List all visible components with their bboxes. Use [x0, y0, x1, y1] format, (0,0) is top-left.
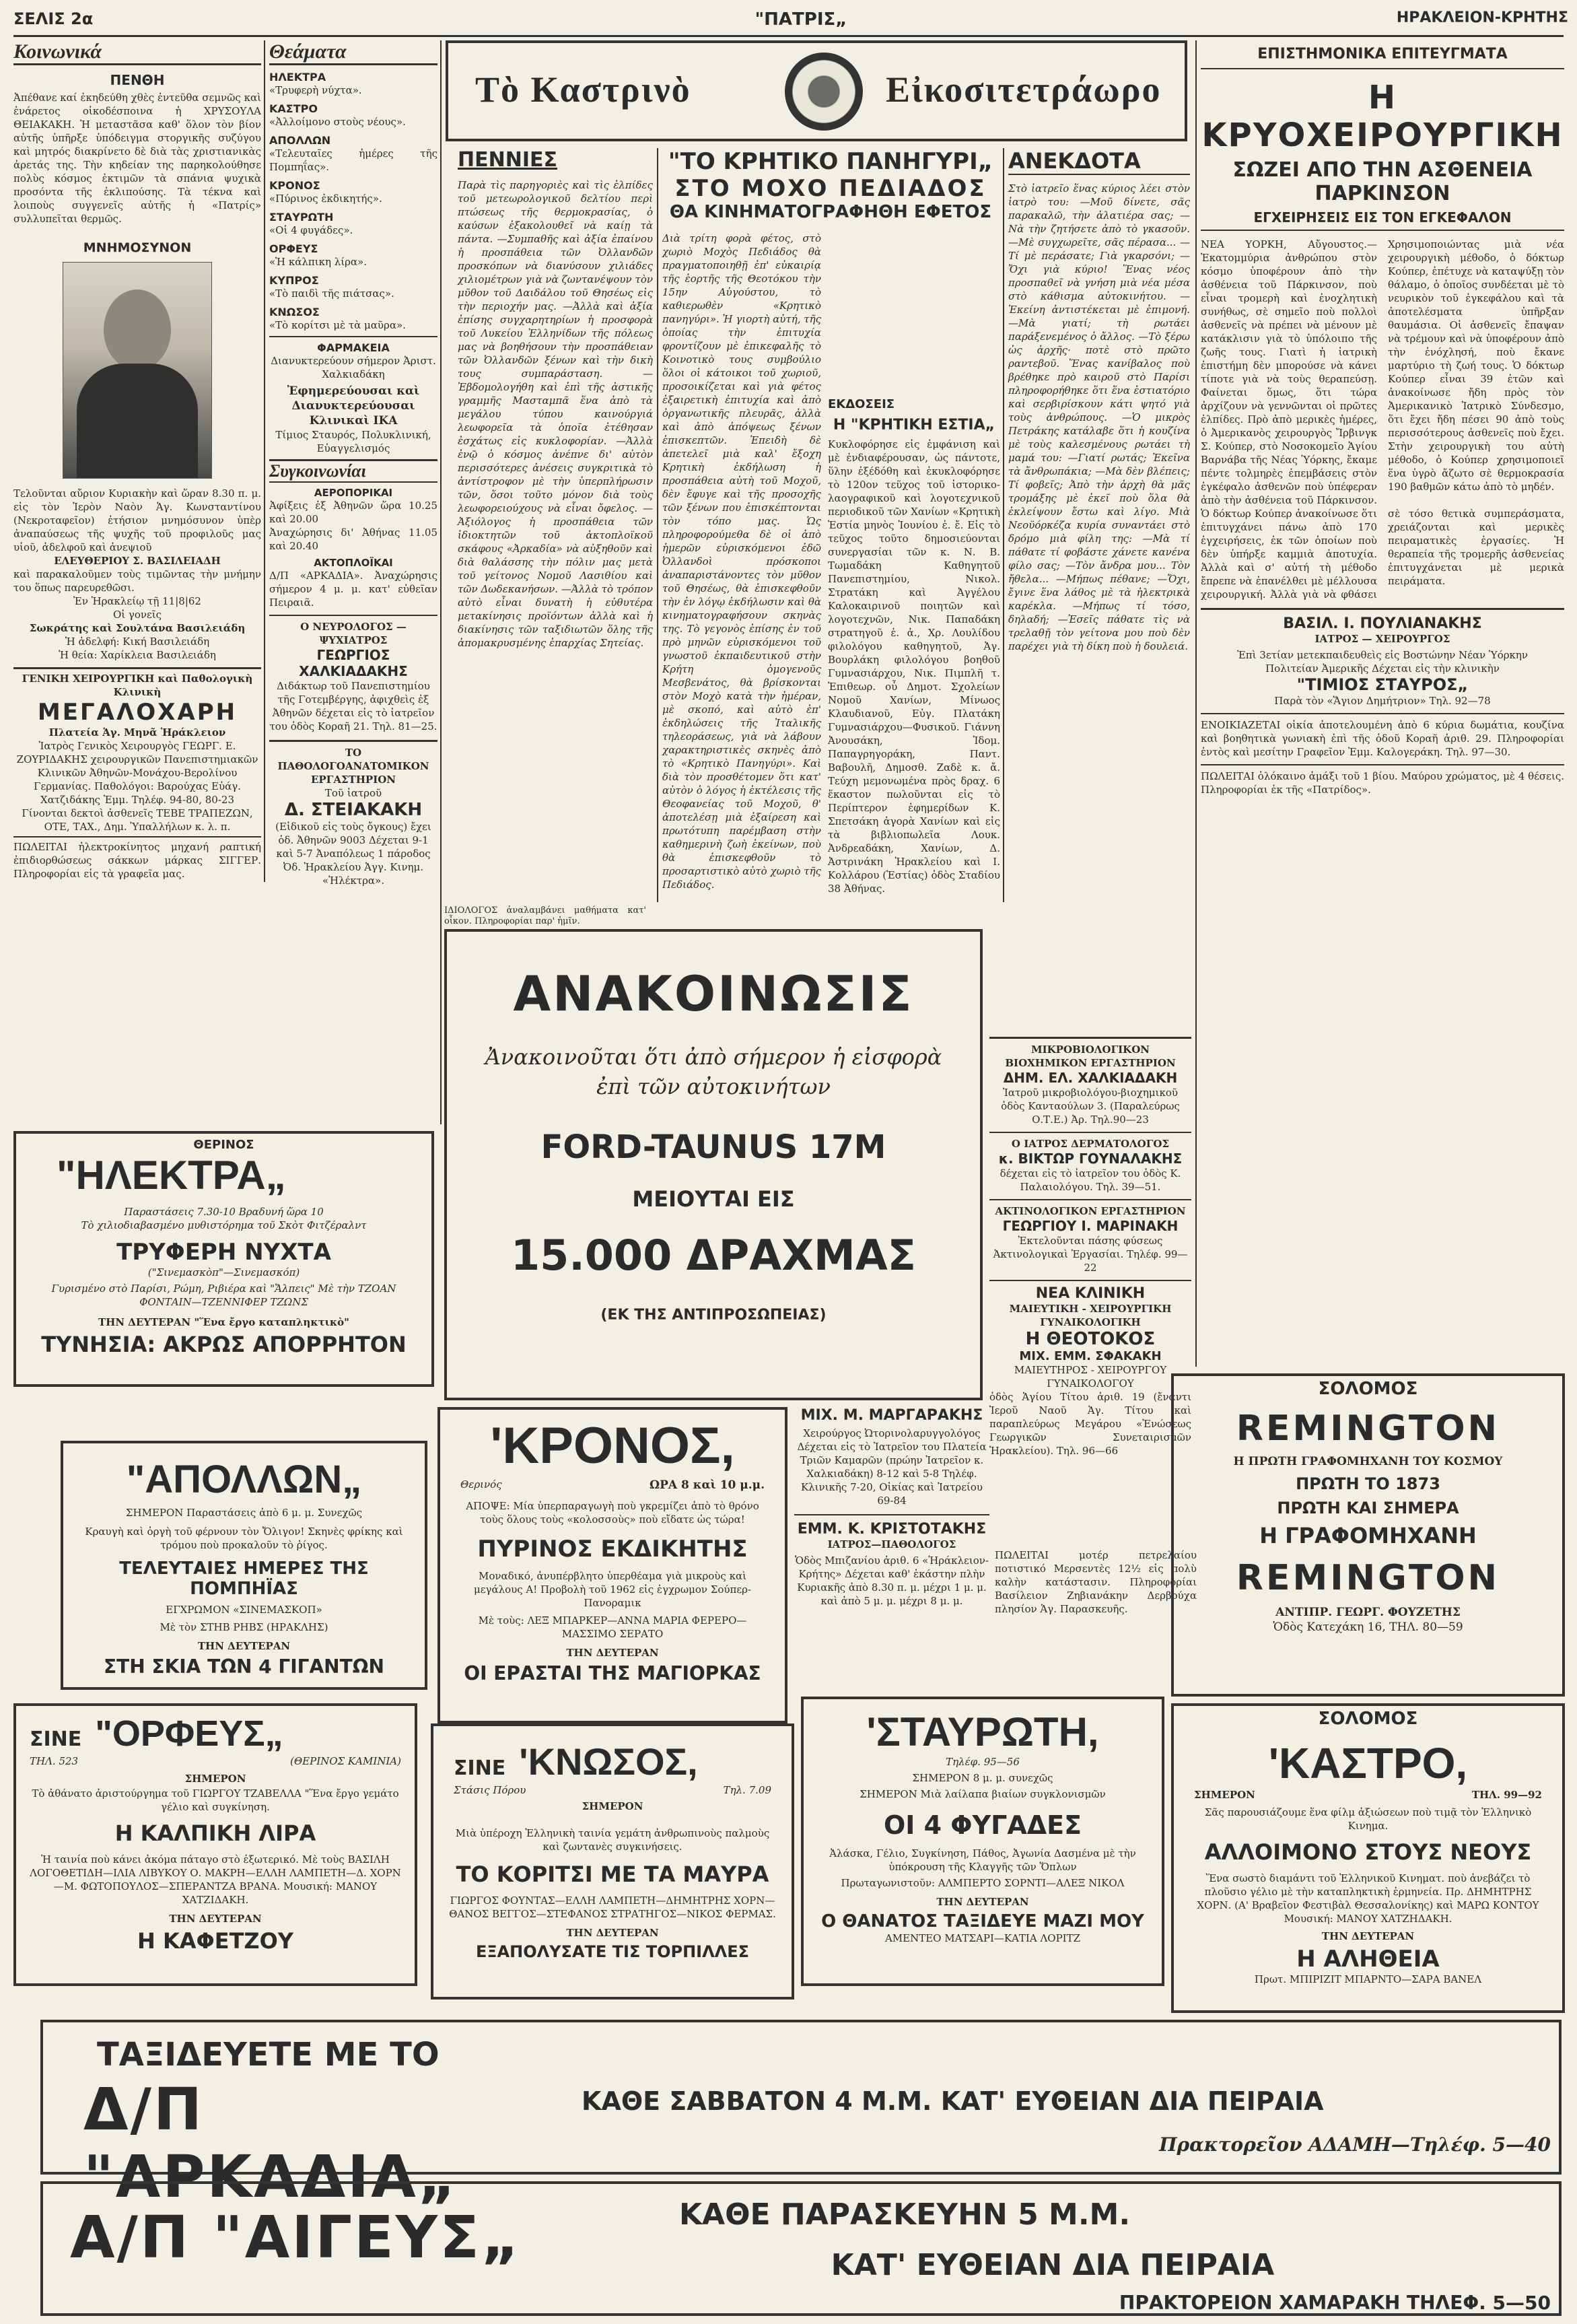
- remington-solomos: ΣΟΛΟΜΟΣ: [1318, 1379, 1418, 1399]
- theotokos-doctor: ΜΙΧ. ΕΜΜ. ΣΦΑΚΑΚΗ: [1019, 1349, 1162, 1363]
- memorial-text-2: καὶ παρακαλοῦμεν τοὺς τιμῶντας τὴν μνήμην του ὅπως παρευρεθῶσι.: [13, 568, 261, 594]
- poulianakis-sub: ΙΑΤΡΟΣ — ΧΕΙΡΟΥΡΓΟΣ: [1315, 633, 1450, 645]
- remington-ad: [1171, 1373, 1565, 1697]
- stavroti-time: ΣΗΜΕΡΟΝ 8 μ. μ. συνεχῶς: [912, 1772, 1053, 1784]
- theater-film: «Ἀλλοίμονο στοὺς νέους».: [269, 116, 406, 128]
- kronos-next-film: ΟΙ ΕΡΑΣΤΑΙ ΤΗΣ ΜΑΓΙΟΡΚΑΣ: [464, 1662, 761, 1684]
- neurologist-name: ΓΕΩΡΓΙΟΣ ΧΑΛΚΙΑΔΑΚΗΣ: [299, 647, 408, 679]
- science-article: [1201, 40, 1564, 1367]
- neurologist-text: Διδάκτωρ τοῦ Πανεπιστημίου τῆς Γοτεμβέργης, ἀφιχθεὶς ἐξ Ἀθηνῶν δέχεται εἰς τὸ ἰατρεῖον του ὁδὸς Κοραῆ 21. Τηλ. 81—25.: [269, 680, 437, 732]
- clinic-address: Πλατεία Ἁγ. Μηνᾶ Ἡράκλειον: [48, 726, 226, 739]
- science-text: ΝΕΑ ΥΟΡΚΗ, Αὔγουστος.—Ἑκατομμύρια ἀνθρώπου στὸν κόσμο ὑποφέρουν ἀπὸ τὴν ἀσθένεια τοῦ Πάρκινσον, ποὺ εἶναι τρομερὴ καὶ ἐνοχλητικὴ συνήθως, σὲ σημεῖο ποὺ πολλοὶ ἀσθενεῖς νὰ πρέπει νὰ μένουν μὲ κατάκλισιν γιὰ τὸ ὑπόλοιπο τῆς ζωῆς τους. Γιατὶ ἡ ἰατρικὴ ἐπιστήμη δὲν μπορούσε νὰ κάνει τίποτε γιὰ νὰ τοὺς θεραπεύσῃ. Φαίνεται ὅμως, ὅτι τώρα ἀρχίζουν νὰ γεννῶνται οἱ πρῶτες ἐλπίδες. Πρὸ ἀπὸ μερικὲς ἡμέρες, ὁ Ἀμερικανὸς χειρουργὸς Ἴρβινγκ Σ. Κούπερ, στὸ Νοσοκομεῖο Ἁγίου Βαρνάβα τῆς Νέας Ὑόρκης, ἔκαμε πέντε τολμηρὲς ἐπεμβάσεις στὸν ἐγκέφαλο ἀσθενῶν ποὺ ὑπέφεραν ἀπὸ τὴν ἀσθένεια τοῦ Πάρκινσον. Χρησιμοποιώντας μιὰ νέα χειρουργικὴ μέθοδο, ὁ δόκτωρ Κούπερ, ἐπέτυχε νὰ καταψύξῃ τὸν θάλαμο, ὁ ὁποῖος συνδέεται μὲ τὸ νευρικὸν τοῦ ἐγκεφάλου καὶ τὰ ἀποτελέσματα ὑπῆρξαν θαυμάσια. Οἱ ἀσθενεῖς ἔπαψαν νὰ τρέμουν καὶ νὰ ὑποφέρουν ἀπὸ τὴν ἐνόχλησή, ποὺ ἔκανε μαρτύριο τὴ ζωή τους. Ὁ δόκτωρ Κούπερ εἶναι 39 ἐτῶν καὶ ἀνακοίνωσε ἤδη πρὸς τὸν Ἀμερικανικὸ Ἰατρικὸ Σύνδεσμο, ὅτι ἔχει ἤδη πέσει 90 ἀπὸ τοὺς περισσότερους ἀσθενεῖς ποὺ ἔχει. Στὴν χειρουργικὴ του αὐτὴ μέθοδο, ὁ Κούπερ χρησιμοποιεῖ ἕνα ὑγρὸ ἄζωτο σὲ θερμοκρασία 190 βαθμῶν κάτω ἀπὸ τὸ μηδέν.: [1201, 238, 1564, 506]
- memorial-sign-4: Ἡ θεία: Χαρίκλεια Βασιλειάδη: [59, 649, 216, 661]
- knossos-phone: Τηλ. 7.09: [723, 1784, 771, 1796]
- aigeus-schedule-2: ΚΑΤ' ΕΥΘΕΙΑΝ ΔΙΑ ΠΕΙΡΑΙΑ: [831, 2248, 1275, 2282]
- pennies-text: Παρὰ τὶς παρηγοριὲς καὶ τὶς ἐλπίδες τοῦ μετεωρολογικοῦ δελτίου περὶ πτώσεως τῆς θερμοκρασίας, ὁ καύσων ἐξακολουθεῖ νὰ καίῃ τὰ πάντα. —Συμπαθῆς καὶ ἀξία ἐπαίνου ἡ προσπάθεια τῶν Ὀλλανδῶν προσκόπων νὰ διανύσουν χιλιάδες χιλιομέτρων γιὰ νὰ ζωντανέψουν τὸν μῦθον τοῦ Δαιδάλου τοῦ Θησέως εἰς τὴν περιοχήν μας. —Ἀλλὰ καὶ ἀξία ἐπίσης συγχαρητηρίων ἡ προσφορὰ τοῦ Λυκείου Ἑλληνίδων τῆς πόλεως μας νὰ βοηθήσουν τὴν προσπάθειαν τῶν Ὀλλανδῶν ξένων καὶ τὴν δικὴ τους συμπαράσταση. —Ἐβδομολογήθη καὶ ἐπὶ τῆς ἀστικῆς γραμμῆς Μασταμπᾶ ἕνα ἀπὸ τὰ μεγάλου τύπου καινούργιά λεωφορεῖα τὰ ὁποῖα ἐτέθησαν ἐσχάτως εἰς κυκλοφορίαν. —Ἀλλὰ ἐνῷ ὁ κόσμος ἀνέπνε δι' αὐτὸν περισσότερες ἀνέσεις συγκριτικὰ τὸ ἀντίστροφον μὲ τὴν ὑπερπλήρωσιν τῶν, ὅσοι τοῦτο μόνον διὰ τοὺς λεωφορειούχους νὰ εἶναι ὄφελος. —Ἀξιόλογος ἡ προσπάθεια τῶν ἰδιοκτητῶν τοῦ ἀκτοπλοϊκοῦ σκάφους «Ἀρκαδία» νὰ αὐξηθοῦν καὶ διὰ θαλάσσης τὴν πόλιν μας μετὰ τοῦ γείτονος Νομοῦ Λασιθίου καὶ τῶν Δωδεκανήσων. —Ἀλλὰ τὸ τρόπον αὐτὸ εἶναι δυνατὴ ἡ εὐθυτέρα μετακίνησις προϊόντων ἀλλὰ καὶ ἡ διακίνησις τῶν ταξιδιωτῶν ὅλης τῆς ἀπομακρυσμένης ἐπαρχίας Σητείας.: [458, 179, 653, 649]
- arkadia-travel: ΤΑΞΙΔΕΥΕΤΕ ΜΕ ΤΟ: [97, 2036, 440, 2074]
- stavroti-stars: Πρωταγωνιστοῦν: ΑΛΜΠΕΡΤΟ ΣΟΡΝΤΙ—ΑΛΕΞ ΝΙΚΟΛ: [841, 1877, 1125, 1889]
- clinic-heading: ΓΕΝΙΚΗ ΧΕΙΡΟΥΡΓΙΚΗ καὶ Παθολογικὴ Κλινικὴ: [22, 673, 253, 698]
- science-text-2: Ὁ δόκτωρ Κούπερ ἀνακοίνωσε ὅτι ἐπιτυγχάνει πάνω ἀπὸ 170 ἐγχειρήσεις, ἐκ τῶν ὁποίων ποὺ δὲν ὑπήρξε καμμιὰ ἀποτυχία. Ἀλλὰ καὶ σ' αὐτή τὴ μέθοδο ἔπρεπε νὰ ἐπανέλθει μὲ μέλλουσα χειρουργική. Ἀλλὰ γιὰ νὰ φθάσει σὲ τόσο θετικὰ συμπεράσματα, χρειάζονται καὶ μερικὲς πειραματικὲς ἐργασίες. Ἡ θεραπεία τῆς τρομερῆς ἀσθενείας ἐπιτυγχάνεται μὲ μερικὰ πειράματα.: [1201, 508, 1564, 601]
- timios-text: Παρὰ τὸν «Ἅγιον Δημήτριον» Τηλ. 92—78: [1274, 695, 1491, 707]
- stavroti-phone: Τηλέφ. 95—56: [946, 1756, 1020, 1768]
- kastro-cinema: [1171, 1703, 1565, 2013]
- ship-title: ΑΚΤΟΠΛΟΪΚΑΙ: [314, 557, 393, 569]
- ilektra-text-1: Παραστάσεις 7.30-10 Βραδυνή ὥρα 10: [124, 1206, 324, 1218]
- orfeus-next: ΤΗΝ ΔΕΥΤΕΡΑΝ: [169, 1913, 262, 1925]
- orfeus-sine: ΣΙΝΕ: [30, 1728, 82, 1751]
- theater-film: «Πύρινος ἐκδικητής».: [269, 193, 382, 205]
- pennies-title: ΠΕΝΝΙΕΣ: [458, 148, 557, 172]
- pennies-column: [458, 148, 653, 902]
- festival-title-1: "ΤΟ ΚΡΗΤΙΚΟ ΠΑΝΗΓΥΡΙ„: [668, 148, 993, 175]
- pathology-sub: ΕΡΓΑΣΤΗΡΙΟΝ: [310, 774, 396, 786]
- page-number: ΣΕΛΙΣ 2α: [13, 9, 94, 28]
- ford-model: FORD-TAUNUS 17M: [540, 1128, 886, 1166]
- aigeus-agent: ΠΡΑΚΤΟΡΕΙΟΝ ΧΑΜΑΡΑΚΗ ΤΗΛΕΦ. 5—50: [1119, 2292, 1551, 2314]
- ford-price: 15.000 ΔΡΑΧΜΑΣ: [510, 1231, 917, 1280]
- ford-subtitle: Ἀνακοινοῦται ὅτι ἀπὸ σήμερον ἡ εἰσφορὰ ἐπὶ τῶν αὐτοκινήτων: [485, 1044, 942, 1099]
- apollon-film: ΤΕΛΕΥΤΑΙΕΣ ΗΜΕΡΕΣ ΤΗΣ ΠΟΜΠΗΪΑΣ: [119, 1559, 369, 1599]
- dermato-heading: Ο ΙΑΤΡΟΣ ΔΕΡΜΑΤΟΛΟΓΟΣ: [1011, 1138, 1170, 1150]
- theater-film: «Οἱ 4 φυγάδες».: [269, 224, 353, 236]
- remington-text-2: ΠΡΩΤΗ ΤΟ 1873: [1296, 1474, 1440, 1493]
- knossos-next: ΤΗΝ ΔΕΥΤΕΡΑΝ: [566, 1927, 659, 1939]
- kastrino-title-right: Εἰκοσιτετράωρο: [886, 69, 1162, 110]
- remington-name-2: REMINGTON: [1236, 1558, 1500, 1598]
- pathology-name: Δ. ΣΤΕΙΑΚΑΚΗ: [284, 800, 423, 820]
- memorial-sign-3: Ἡ ἀδελφή: Κική Βασιλειάδη: [65, 636, 210, 648]
- clinics-duty-text: Τίμιος Σταυρός, Πολυκλινική, Εὐαγγελισμός: [275, 429, 431, 454]
- arkadia-name: Δ/Π "ΑΡΚΑΔΙΑ„: [83, 2076, 458, 2211]
- air-title: ΑΕΡΟΠΟΡΙΚΑΙ: [314, 487, 393, 499]
- social-column: [13, 40, 261, 882]
- theater-name: ΚΡΟΝΟΣ: [269, 179, 320, 192]
- pharmacy-text: Διανυκτερεύουν σήμερον Ἀριστ. Χαλκιαδάκη: [271, 355, 436, 380]
- orfeus-film: Η ΚΑΛΠΙΚΗ ΛΙΡΑ: [114, 1820, 316, 1846]
- theater-name: ΟΡΦΕΥΣ: [269, 242, 318, 255]
- theater-name: ΚΑΣΤΡΟ: [269, 102, 318, 115]
- air-arrivals: Ἀφίξεις ἐξ Ἀθηνῶν ὥρα 10.25 καὶ 20.00: [269, 500, 437, 525]
- masthead: "ΠΑΤΡΙΣ„: [755, 9, 847, 30]
- festival-text: Διὰ τρίτη φορὰ φέτος, στὸ χωριὸ Μοχὸς Πεδιάδος θὰ πραγματοποιηθῇ ἐπ' εὐκαιρίᾳ τῆς ἑορτῆς τῆς Θεοτόκου τὴν 15ην Αὐγούστου, τὸ καθιερωθὲν «Κρητικὸ πανηγύρι». Ἡ γιορτὴ αὐτή, τῆς ὁποίας τὴν ἐπιτυχία φροντίζουν μὲ ἐπικεφαλῆς τὸ Κοινοτικὸ τους συμβούλιο ὅλοι οἱ κάτοικοι τοῦ χωριοῦ, προσοικίζεται καὶ γιὰ φέτος ἐξαιρετικὴ ἐπιτυχία καὶ ἀπὸ ὀργανωτικῆς πλευρᾶς, ἀλλὰ καὶ ἀπὸ ἀπόψεως ξένων ἐπισκεπτῶν. Ἐπειδὴ δὲ ἀπετελεῖ μιὰ καλ' ἔξοχη Κρητικὴ ἐκδήλωση ἡ προσπάθεια αὐτὴ τοῦ Μοχοῦ, δὲν ἔφυγε καὶ τῆς προσοχῆς τῶν ξένων που ἐπισκέπτονται τὸν τόπο μας. Ὡς πληροφορούμεθα δὲ οἱ ἀπὸ ἡμερῶν εὑρισκόμενοι ἐδῶ Ὀλλανδοὶ πρόσκοποι ἀναπαριστάνοντες τὸν μῦθον τοῦ Θησέως, θὰ ἐπισκεφθοῦν τὴν ἐν λόγῳ ἐκδήλωσιν καὶ θὰ κινηματογραφήσουν σκηνὰς της. Τὸ γεγονὸς ἐπίσης ἐν τοῦ πρὸ μηνῶν εὑρισκόμενοι τοῦ γνωστοῦ ἐκπαιδευτικοῦ στὴν Κρήτη ὁμογενοῦς Μεσβενάτος, θὰ βρίσκονται στὸν Μοχὸ κατὰ τὴν ἡμέραν, μὲ σκοπό, καὶ αὐτὸ ἐπ' ἐκδηλώσεις τῆς Ἰταλικῆς τηλεοράσεως, γιὰ νὰ λάβουν χαρακτηριστικὲς σκηνὲς ἀπὸ τὸ «Κρητικὸ Πανηγύρι». Καὶ διὰ τὸν προσθέτομεν ὅτι κατ' αὐτὸν ὁ λόγος ἡ ἐκτέλεσις τῆς Θεοφανείας τοῦ Μοχοῦ, θ' ἀποτελέσῃ μιὰ ἐξαίρεση καὶ πρωτότυπη παρέμβαση στὴν καθημερινὴ ζωὴ ἐκείνων, ποὺ θὰ ἐπισκεφθοῦν τὸ προσαρτιστικὸ αὐτὸ χωριὸ τῆς Πεδιάδος.: [662, 232, 821, 891]
- kastrino-emblem: [785, 53, 863, 131]
- orfeus-name: "ΟΡΦΕΥΣ„: [95, 1713, 283, 1754]
- clinic-name: ΜΕΓΑΛΟΧΑΡΗ: [37, 699, 238, 726]
- memorial-date: Ἐν Ἡρακλείῳ τῇ 11|8|62: [73, 595, 201, 607]
- apollon-cinema: [61, 1441, 427, 1690]
- festival-title-3: ΘΑ ΚΙΝΗΜΑΤΟΓΡΑΦΗΘΗ ΕΦΕΤΟΣ: [669, 202, 992, 222]
- pathology-heading: ΤΟ ΠΑΘΟΛΟΓΟΑΝΑΤΟΜΙΚΟΝ: [277, 747, 429, 772]
- theater-film: «Ἡ κάλπικη λίρα».: [269, 256, 367, 268]
- kronos-time: ΩΡΑ 8 καὶ 10 μ.μ.: [649, 1478, 765, 1492]
- ilektra-season: ΘΕΡΙΝΟΣ: [193, 1138, 254, 1152]
- remington-name: REMINGTON: [1236, 1408, 1500, 1449]
- kronos-cinema: [437, 1407, 787, 1723]
- pharmacy-title: ΦΑΡΜΑΚΕΙΑ: [317, 341, 390, 354]
- social-title: Κοινωνικά: [13, 40, 261, 65]
- knossos-film: ΤΟ ΚΟΡΙΤΣΙ ΜΕ ΤΑ ΜΑΥΡΑ: [456, 1861, 769, 1887]
- theotokos-head-2: ΜΑΙΕΥΤΙΚΗ - ΧΕΙΡΟΥΡΓΙΚΗ ΓΥΝΑΙΚΟΛΟΓΙΚΗ: [1009, 1303, 1172, 1328]
- stavroti-cinema: [801, 1697, 1164, 1986]
- orfeus-text-2: Ἡ ταινία ποὺ κάνει ἀκόμα πάταγο στὸ ἐξωτερικό. Μὲ τοὺς ΒΑΣΙΛΗ ΛΟΓΟΘΕΤΙΔΗ—ΙΛΙΑ ΛΙΒΥΚΟΥ Ο. ΜΑΚΡΗ—ΕΛΛΗ ΛΑΜΠΕΤΗ—Δ. ΧΟΡΝ—Μ. ΦΩΤΟΠΟΥΛΟΣ—ΣΠΕΡΑΝΤΖΑ ΒΡΑΝΑ. Μουσική: ΜΑΝΟΥ ΧΑΤΖΙΔΑΚΗ.: [30, 1853, 401, 1906]
- ilektra-text-3: Γυρισμένο στὸ Παρίσι, Ρώμη, Ριβιέρα καὶ "Ἄλπεις" Μὲ τὴν ΤΖΟΑΝ ΦΟΝΤΑΙΝ—ΤΖΕΝΝΙΦΕΡ ΤΖΩΝΣ: [51, 1283, 396, 1308]
- aigeus-ad: [40, 2181, 1562, 2316]
- theater-film: «Τρυφερὴ νύχτα».: [269, 84, 362, 96]
- dermato-name: κ. ΒΙΚΤΩΡ ΓΟΥΝΑΛΑΚΗΣ: [998, 1151, 1183, 1167]
- city-title: ΗΡΑΚΛΕΙΟΝ-ΚΡΗΤΗΣ: [1396, 9, 1568, 26]
- carriage-ad: ΠΩΛΕΙΤΑΙ ὁλόκαινο ἀμάξι τοῦ 1 βίου. Μαύρου χρώματος, μὲ 4 θέσεις. Πληροφορίαι ἐκ τῆς «Πατρίδος».: [1201, 770, 1564, 796]
- motor-ad: ΠΩΛΕΙΤΑΙ μοτέρ πετρελαίου ποτιστικό Μερσεντὲς 12½ εἰς πολὺ καλὴν κατάστασιν. Πληροφορίαι Βασίλειον Ζηβιανάκην Δερβούχα πλησίον Ἁγ. Παρασκευῆς.: [995, 1549, 1197, 1615]
- theotokos-head-1: ΝΕΑ ΚΛΙΝΙΚΗ: [1035, 1285, 1146, 1302]
- singer-ad: ΠΩΛΕΙΤΑΙ ἠλεκτροκίνητος μηχανή ραπτική ἐπιδιορθώσεως σάκκων μάρκας ΣΙΓΓΕΡ. Πληροφορίαι εἰς τὰ γραφεῖα μας.: [13, 841, 261, 880]
- memorial-photo: [63, 262, 212, 479]
- anecdotes-text: Στὸ ἰατρεῖο ἕνας κύριος λέει στὸν ἰατρὸ του: —Μοῦ δίνετε, σᾶς παρακαλῶ, τὴν ἀλατιέρα σας; —Νὰ τὴν ζητήσετε ἀπὸ τὸ γκασοῦν. —Μὲ συγχωρεῖτε, σᾶς πέρασα... —Τί μὲ περάσατε; Γιὰ γκαρσόνι; —Ὄχι γιὰ κύριο! Ἕνας νέος προσπαθεῖ νὰ γνήση μιὰ νέα μέσα στὸ κάθισμα αὐτοκινήτου. —Ἐκείνη ἀντιστέκεται μὲ ἐπιμονή. —Μὰ γιατί; τὴ ρωτάει παράξενεμένος ὁ ἄλλος. —Τὸ ξέρω ὡς ἀρχῆς· ποτὲ στὸ πρῶτο ραντεβοῦ. Ἕνας κανίβαλος ποὺ βρέθηκε πρὸ καιροῦ στὸ Παρίσι πληροφορήθηκε ὅτι ἕνα ἑστιατόριο καὶ σερβιρίσκουν κάτι ψητό γιὰ τοὺς ἀνθρώπους. —Ὁ μικρὸς Πετράκης κατάλαβε ὅτι ἡ κουζίνα μὲ τοὺς καλεσμένους ρωτάει τὴ μαμά του: —Γιατί ρωτάς; Ἐκεῖνα τὰ ἄνθρωπάκια; —Μὰ δὲν βλέπεις; Τί φοβεῖς; Ἀπὸ τὴν ἀρχὴ θὰ μᾶς τρομάξης μὲ ἐκεῖ ποὺ ὅλα θὰ ἐκλείψουν ἔστω καὶ λίγο. Μιὰ Νεοϋόρκέζα κυρία συναντάει στὸ δρόμο μιὰ φίλη της: —Μὰ τί πάθατε τί φοβάστε χάνετε κανένα φίλο σας; —Τὸν ἄνδρα μου... Τὸν ἤθελα... —Μήπως πέθανε; —Ὄχι, ἔγινε ἕνα λάθος μὲ τὰ ἠλεκτρικὰ καρέκλα. —Μήπως τί τόσο, δηλαδή; —Ἐσεῖς πάθατε τὶς νὰ τρελαθῇ τὸν γείτονα μου ποὺ δὲν παρέχει γιὰ τὴ δίκη ποὺ ἡ δουλειά.: [1008, 182, 1190, 652]
- memorial-text: Τελοῦνται αὔριον Κυριακὴν καὶ ὥραν 8.30 π. μ. εἰς τὸν Ἱερὸν Ναὸν Ἁγ. Κωνσταντίνου (Νεκροταφεῖον) ἐτήσιον μνημόσυνον ὑπὲρ ἀναπαύσεως τῆς ψυχῆς τοῦ προφιλοῦς μας υἱοῦ, ἀδελφοῦ καὶ ἀνεψιοῦ: [13, 487, 261, 553]
- apollon-name: "ΑΠΟΛΛΩΝ„: [126, 1458, 362, 1501]
- clinic-text: Ἰατρὸς Γενικὸς Χειρουργὸς ΓΕΩΡΓ. Ε. ΖΟΥΡΙΔΑΚΗΣ χειρουργικῶν Πανεπιστημιακῶν Κλινικῶν Ἀθηνῶν-Μονάχου-Βερολίνου Γερμανίας. Παθολόγοι: Βαρούχας Εὐάγ. Χατζιδάκης Ἐμμ. Τηλέφ. 94-80, 80-23: [16, 740, 258, 806]
- publications-title: ΕΚΔΟΣΕΙΣ: [828, 397, 895, 411]
- knossos-name: 'ΚΝΩΣΟΣ,: [519, 1740, 698, 1783]
- microbio-text: Ἰατροῦ μικροβιολόγου-βιοχημικοῦ ὁδὸς Κανταούλων 3. (Παραλεύρως Ο.Τ.Ε.) Ἀρ. Τηλ.90—23: [1001, 1087, 1180, 1126]
- ilektra-cinema: [13, 1131, 434, 1387]
- ent-doctors: [794, 1407, 989, 1723]
- theotokos-doctor-sub: ΜΑΙΕΥΤΗΡΟΣ - ΧΕΙΡΟΥΡΓΟΥ ΓΥΝΑΙΚΟΛΟΓΟΥ: [1014, 1364, 1167, 1390]
- stavroti-film: ΟΙ 4 ΦΥΓΑΔΕΣ: [883, 1810, 1082, 1840]
- apollon-next-film: ΣΤΗ ΣΚΙΑ ΤΩΝ 4 ΓΙΓΑΝΤΩΝ: [104, 1655, 384, 1678]
- xray-name: ΓΕΩΡΓΙΟΥ Ι. ΜΑΡΙΝΑΚΗ: [1002, 1218, 1179, 1234]
- anecdotes-title: ΑΝΕΚΔΟΤΑ: [1008, 148, 1190, 175]
- kastro-next-stars: Πρωτ. ΜΠΙΡΙΖΙΤ ΜΠΑΡΝΤΟ—ΣΑΡΑ ΒΑΝΕΛ: [1254, 1973, 1482, 1985]
- festival-title-2: ΣΤΟ ΜΟΧΟ ΠΕΔΙΑΔΟΣ: [674, 175, 987, 202]
- knossos-sine: ΣΙΝΕ: [454, 1756, 506, 1780]
- memorial-name: ΕΛΕΥΘΕΡΙΟΥ Σ. ΒΑΣΙΛΕΙΑΔΗ: [54, 555, 221, 567]
- stavroti-next-stars: ΑΜΕΝΤΕΟ ΜΑΤΣΑΡΙ—ΚΑΤΙΑ ΛΟΡΙΤΖ: [884, 1932, 1081, 1944]
- estia-block: [828, 397, 1000, 916]
- memorial-title: ΜΝΗΜΟΣΥΝΟΝ: [83, 240, 192, 255]
- transport-title: Συγκοινωνίαι: [269, 459, 437, 483]
- ilektra-name: "ΗΛΕΚΤΡΑ„: [57, 1153, 286, 1198]
- science-title-3: ΕΓΧΕΙΡΗΣΕΙΣ ΕΙΣ ΤΟΝ ΕΓΚΕΦΑΛΟΝ: [1201, 209, 1564, 231]
- theater-film: «Τὸ κορίτσι μὲ τὰ μαῦρα».: [269, 319, 406, 331]
- kastro-film: ΑΛΛΟΙΜΟΝΟ ΣΤΟΥΣ ΝΕΟΥΣ: [1204, 1839, 1532, 1865]
- knossos-cinema: [431, 1723, 794, 2000]
- xray-text: Ἐκτελοῦνται πάσης φύσεως Ἀκτινολογικαὶ Ἐργασίαι. Τηλέφ. 99—22: [993, 1235, 1188, 1274]
- kronos-text-2: Μοναδικό, ἀνυπέρβλητο ὑπερθέαμα γιὰ μικροὺς καὶ μεγάλους Α! Προβολὴ τοῦ 1962 εἰς ἐγχρωμον Σούπερ-Πανοραμικ: [473, 1570, 752, 1609]
- remington-text-4: Η ΓΡΑΦΟΜΗΧΑΝΗ: [1259, 1523, 1477, 1548]
- kastro-phone: ΤΗΛ. 99—92: [1471, 1789, 1542, 1801]
- neurologist-heading: Ο ΝΕΥΡΟΛΟΓΟΣ — ΨΥΧΙΑΤΡΟΣ: [300, 621, 407, 646]
- orfeus-cinema: [13, 1703, 417, 1986]
- ship-text: Δ/Π «ΑΡΚΑΔΙΑ». Ἀναχώρησις σήμερον 4 μ. μ. κατ' εὐθεῖαν Πειραιᾶ.: [269, 570, 437, 609]
- apollon-next: ΤΗΝ ΔΕΥΤΕΡΑΝ: [197, 1640, 291, 1652]
- knossos-stasis: Στάσις Πόρου: [454, 1784, 526, 1796]
- arkadia-ad: [40, 2020, 1562, 2211]
- theater-name: ΣΤΑΥΡΩΤΗ: [269, 211, 334, 224]
- ilektra-next-film: ΤΥΝΗΣΙΑ: ΑΚΡΩΣ ΑΠΟΡΡΗΤΟΝ: [41, 1332, 407, 1357]
- apollon-format: ΕΓΧΡΩΜΟΝ «ΣΙΝΕΜΑΣΚΟΠ»: [166, 1604, 322, 1616]
- orfeus-today: ΣΗΜΕΡΟΝ: [184, 1773, 246, 1785]
- theotokos-text: ὁδὸς Ἁγίου Τίτου ἀριθ. 19 (ἔναντι Ἱεροῦ Ναοῦ Ἁγ. Τίτου καὶ παραπλεύρως Μεγάρου «Ἑνώσεως Γεωργικῶν Συνεταιρισμῶν Ἡρακλείου). Τηλ. 96—66: [989, 1391, 1191, 1457]
- pathology-text: (Εἰδικοῦ εἰς τοὺς ὄγκους) ἔχει ὁδ. Ἀθηνῶν 9003 Δέχεται 9-1 καὶ 5-7 Ἀναπόλεως 1 πάροδος Ὀδ. Ἡρακλείου Ἀγγ. Κινημ. «Ἠλέκτρα».: [275, 821, 431, 887]
- obituary-text: Ἀπέθανε καί ἐκηδεύθη χθὲς ἐντεῦθα σεμνῶς καὶ ἐνάρετος οἰκοδέσποινα ἡ ΧΡΥΣΟΥΛΑ ΘΕΙΑΚΑΚΗ. Ἡ μεταστᾶσα καθ' ὅλον τὸν βίον αὐτῆς ὑπῆρξε ὑπόδειγμα στοργικῆς συζύγου καὶ μητρός διακρίνετο δὲ διὰ τὰς χριστιανικὰς ἀρετάς της. Τὴν κηδείαν της παρηκολούθησε πολὺς κόσμος ἐκτιμῶν τὰ σπάνια ψυχικὰ προσόντα τῆς ἐκλιπούσης. Τὰ τέκνα καὶ λοιποὺς συγγενεῖς αὐτῆς ἡ «Πατρίς» συλλυπεῖται θερμῶς.: [13, 92, 261, 225]
- medical-ads-column: [989, 1037, 1191, 1535]
- kronos-film: ΠΥΡΙΝΟΣ ΕΚΔΙΚΗΤΗΣ: [477, 1536, 748, 1563]
- kristotakis-text: Ὁδὸς Μπιζανίου ἀριθ. 6 «Ἡράκλειον-Κρήτης» Δέχεται καθ' ἑκάστην πλὴν Κυριακῆς ἀπὸ 8.30 π. μ. μέχρι 1 μ. μ. καὶ ἀπὸ 5 μ. μ. μέχρι 8 μ. μ.: [795, 1554, 989, 1607]
- kronos-text-1: ΑΠΟΨΕ: Μία ὑπερπαραγωγὴ ποὺ γκρεμίζει ἀπὸ τὸ θρόνο τοὺς ὅλους τοὺς «κολοσσοὺς» ποὺ εἴδατε ὡς τώρα!: [466, 1500, 759, 1526]
- arkadia-agent: Πρακτορεῖον ΑΔΑΜΗ—Τηλέφ. 5—40: [1159, 2133, 1551, 2156]
- kristotakis-sub: ΙΑΤΡΟΣ—ΠΑΘΟΛΟΓΟΣ: [827, 1538, 956, 1550]
- theotokos-name: Η ΘΕΟΤΟΚΟΣ: [1025, 1329, 1156, 1349]
- kastro-today: ΣΗΜΕΡΟΝ: [1194, 1789, 1255, 1801]
- remington-text-3: ΠΡΩΤΗ ΚΑΙ ΣΗΜΕΡΑ: [1277, 1499, 1459, 1517]
- apollon-stars: Μὲ τὸν ΣΤΗΒ ΡΗΒΣ (ΗΡΑΚΛΗΣ): [160, 1621, 328, 1633]
- timios-stavros: "ΤΙΜΙΟΣ ΣΤΑΥΡΟΣ„: [1296, 675, 1469, 694]
- clinics-duty-title: Ἐφημερεύουσαι καὶ Διανυκτερεύουσαι Κλινικαὶ ΙΚΑ: [287, 384, 420, 428]
- knossos-stars: ΓΙΩΡΓΟΣ ΦΟΥΝΤΑΣ—ΕΛΛΗ ΛΑΜΠΕΤΗ—ΔΗΜΗΤΡΗΣ ΧΟΡΝ—ΘΑΝΟΣ ΒΕΓΓΟΣ—ΣΤΕΦΑΝΟΣ ΣΤΡΑΤΗΓΟΣ—ΝΙΚΟΣ ΦΕΡΜΑΣ.: [449, 1894, 776, 1920]
- kronos-season: Θερινός: [460, 1478, 502, 1491]
- kastro-text-2: Ἕνα σωστὸ διαμάντι τοῦ Ἑλληνικοῦ Κινηματ. ποὺ ἀνεβάζει τὸ πλοῦσιο γέλιο μὲ τὴν καταπληκτικὴ ἑρμηνεία. Πρ. ΔΗΜΗΤΡΗΣ ΧΟΡΝ. (Α' Βραβεῖον Φεστιβὰλ Θεσσαλονίκης) καὶ ΜΑΡΩ ΚΟΝΤΟΥ Μουσική: ΜΑΝΟΥ ΧΑΤΖΗΔΑΚΗ.: [1197, 1872, 1539, 1925]
- orfeus-phone: ΤΗΛ. 523: [30, 1755, 79, 1767]
- kastro-next: ΤΗΝ ΔΕΥΤΕΡΑΝ: [1321, 1930, 1415, 1942]
- theater-list: [269, 71, 437, 332]
- kristotakis-name: ΕΜΜ. Κ. ΚΡΙΣΤΟΤΑΚΗΣ: [797, 1521, 987, 1538]
- theater-name: ΚΝΩΣΟΣ: [269, 306, 320, 318]
- apollon-text-2: Κραυγὴ καὶ ὀργὴ τοῦ φέρνουν τὸν Ὄλιγον! Σκηνὲς φρίκης καὶ τρόμου ποὺ προκαλοῦν τὸ ῥίγος.: [85, 1526, 403, 1551]
- kastro-text-1: Σᾶς παρουσιάζουμε ἕνα φίλμ ἀξιώσεων ποὺ τιμᾷ τὸν Ἑλληνικὸ Κινημα.: [1204, 1806, 1532, 1832]
- margarakis-name: ΜΙΧ. Μ. ΜΑΡΓΑΡΑΚΗΣ: [800, 1407, 983, 1424]
- air-departures: Ἀναχώρησις δι' Ἀθήνας 11.05 καὶ 20.40: [269, 526, 437, 552]
- kronos-name: 'ΚΡΟΝΟΣ,: [490, 1417, 735, 1474]
- stavroti-next: ΤΗΝ ΔΕΥΤΕΡΑΝ: [936, 1896, 1029, 1908]
- theater-name: ΚΥΠΡΟΣ: [269, 274, 319, 287]
- pathology-doctor: Τοῦ ἰατροῦ: [324, 787, 382, 799]
- margarakis-text: Χειρούργος Ὠτορινολαρυγγολόγος Δέχεται εἰς τὸ Ἰατρεῖον του Πλατεία Τριῶν Καμαρῶν (πρώην Ἰατρεῖον κ. Χαλκιαδάκη) 8-12 καὶ 5-8 Τηλέφ. Κλινικῆς 7-20, Οἰκίας καὶ Ἰατρείου 69-84: [797, 1427, 987, 1507]
- science-head: ΕΠΙΣΤΗΜΟΝΙΚΑ ΕΠΙΤΕΥΓΜΑΤΑ: [1201, 40, 1564, 69]
- obituary-title: ΠΕΝΘΗ: [110, 72, 165, 88]
- kastro-next-film: Η ΑΛΗΘΕΙΑ: [1296, 1946, 1440, 1973]
- anecdotes-column: [1008, 148, 1190, 1037]
- knossos-today: ΣΗΜΕΡΟΝ: [582, 1800, 643, 1812]
- stavroti-next-film: Ο ΘΑΝΑΤΟΣ ΤΑΞΙΔΕΥΕ ΜΑΖΙ ΜΟΥ: [821, 1911, 1144, 1932]
- theater-film: «Τὸ παιδὶ τῆς πιάτσας».: [269, 287, 394, 300]
- kastro-solomos: ΣΟΛΟΜΟΣ: [1318, 1709, 1418, 1729]
- science-title-1: Η ΚΡΥΟΧΕΙΡΟΥΡΓΙΚΗ: [1201, 79, 1564, 154]
- orfeus-season: (ΘΕΡΙΝΟΣ ΚΑΜΙΝΙΑ): [290, 1755, 401, 1767]
- stavroti-name: 'ΣΤΑΥΡΩΤΗ,: [866, 1709, 1099, 1754]
- ilektra-next: ΤΗΝ ΔΕΥΤΕΡΑΝ "Ἕνα ἔργο καταπληκτικὸ": [98, 1316, 349, 1328]
- orfeus-text-1: Τὸ ἀθάνατο ἀριστούργημα τοῦ ΓΙΩΡΓΟΥ ΤΖΑΒΕΛΛΑ "Ἕνα ἔργο γεμάτο γέλιο καὶ συγκίνηση.: [32, 1787, 399, 1813]
- estia-title: Η "ΚΡΗΤΙΚΗ ΕΣΤΙΑ„: [833, 417, 995, 434]
- knossos-next-film: ΕΞΑΠΟΛΥΣΑΤΕ ΤΙΣ ΤΟΡΠΙΛΛΕΣ: [475, 1942, 750, 1961]
- microbio-heading: ΜΙΚΡΟΒΙΟΛΟΓΙΚΟΝ ΒΙΟΧΗΜΙΚΟΝ ΕΡΓΑΣΤΗΡΙΟΝ: [1005, 1044, 1176, 1069]
- tutor-ad-visible: ΙΔΙΟΛΟΓΟΣ ἀναλαμβάνει μαθήματα κατ' οἶκον. Πληροφορίαι παρ' ἡμῖν.: [444, 905, 646, 926]
- science-title-2: ΣΩΖΕΙ ΑΠΟ ΤΗΝ ΑΣΘΕΝΕΙΑ ΠΑΡΚΙΝΣΟΝ: [1232, 158, 1533, 205]
- aigeus-name: Α/Π "ΑΙΓΕΥΣ„: [70, 2204, 522, 2271]
- memorial-sign-1: Οἱ γονεῖς: [112, 609, 162, 621]
- ford-title: ΑΝΑΚΟΙΝΩΣΙΣ: [513, 965, 914, 1022]
- remington-address: Ὁδὸς Κατεχάκη 16, ΤΗΛ. 80—59: [1273, 1620, 1463, 1634]
- theater-name: ΑΠΟΛΛΩΝ: [269, 134, 331, 147]
- dermato-text: δέχεται εἰς τὸ ἰατρεῖον του ὁδὸς Κ. Παλαιολόγου. Τηλ. 39—51.: [1000, 1167, 1181, 1193]
- stavroti-text-1: ΣΗΜΕΡΟΝ Μιὰ λαίλαπα βιαίων συγκλονισμῶν: [860, 1788, 1106, 1800]
- ilektra-film: ΤΡΥΦΕΡΗ ΝΥΧΤΑ: [116, 1239, 331, 1266]
- stavroti-text-2: Ἀλάσκα, Γέλιο, Συγκίνηση, Πάθος, Ἀγωνία Δασμένα μὲ τὴν ὑπόκρουση τῆς Κλαγγῆς τῶν Ὅπλων: [829, 1847, 1136, 1873]
- ilektra-text-2: Τὸ χιλιοδιαβασμένο μυθιστόρημα τοῦ Σκὸτ Φιτζέραλντ: [81, 1219, 367, 1231]
- knossos-text-1: Μιὰ ὑπέροχη Ἑλληνικὴ ταινία γεμάτη ἀνθρωπινοὺς παλμοὺς καὶ ζωντανὲς συγκινήσεις.: [455, 1827, 770, 1853]
- theaters-column: [269, 40, 437, 963]
- orfeus-next-film: Η ΚΑΦΕΤΖΟΥ: [137, 1928, 293, 1954]
- ford-reduces: ΜΕΙΟΥΤΑΙ ΕΙΣ: [632, 1186, 795, 1212]
- xray-heading: ΑΚΤΙΝΟΛΟΓΙΚΟΝ ΕΡΓΑΣΤΗΡΙΟΝ: [995, 1205, 1186, 1217]
- memorial-sign-2: Σωκράτης καὶ Σουλτάνα Βασιλειάδη: [29, 622, 246, 634]
- ford-ad: [444, 929, 983, 1400]
- remington-agent: ΑΝΤΙΠΡ. ΓΕΩΡΓ. ΦΟΥΖΕΤΗΣ: [1275, 1606, 1461, 1619]
- ford-note: (ΕΚ ΤΗΣ ΑΝΤΙΠΡΟΣΩΠΕΙΑΣ): [600, 1307, 827, 1324]
- apollon-text-1: ΣΗΜΕΡΟΝ Παραστάσεις ἀπὸ 6 μ. μ. Συνεχῶς: [125, 1507, 363, 1519]
- remington-text-1: Η ΠΡΩΤΗ ΓΡΑΦΟΜΗΧΑΝΗ ΤΟΥ ΚΟΣΜΟΥ: [1233, 1455, 1503, 1468]
- rent-ad: ΕΝΟΙΚΙΑΖΕΤΑΙ οἰκία ἀποτελουμένη ἀπὸ 6 κύρια δωμάτια, κουζίνα καὶ βοηθητικὰ γωνιακὴ ἐπὶ τῆς ὁδοῦ Κοραῆ ἀριθ. 29. Πληροφορίαι ἐντὸς καὶ μεσίτην Γραφεῖον Ἐμμ. Καλογεράκη. Τηλ. 97—30.: [1201, 719, 1564, 758]
- aigeus-schedule-1: ΚΑΘΕ ΠΑΡΑΣΚΕΥΗΝ 5 Μ.Μ.: [678, 2197, 1131, 2232]
- kronos-next: ΤΗΝ ΔΕΥΤΕΡΑΝ: [566, 1647, 659, 1659]
- poulianakis-text: Ἐπὶ 3ετίαν μετεκπαιδευθεὶς εἰς Βοστώνην Νέαν Ὑόρκην Πολιτείαν Ἀμερικῆς Δέχεται εἰς τὴν κλινικὴν: [1236, 649, 1529, 675]
- clinic-text-2: Γίνονται δεκτοὶ ἀσθενεῖς ΤΕΒΕ ΤΡΑΠΕΖΩΝ, ΟΤΕ, ΤΑΧ., Δημ. Ὑπαλλήλων κ. λ. π.: [22, 807, 253, 833]
- arkadia-schedule: ΚΑΘΕ ΣΑΒΒΑΤΟΝ 4 Μ.Μ. ΚΑΤ' ΕΥΘΕΙΑΝ ΔΙΑ ΠΕΙΡΑΙΑ: [582, 2086, 1324, 2116]
- estia-text: Κυκλοφόρησε εἰς ἐμφάνιση καὶ μὲ ἐνδιαφέρουσαν, ὡς πάντοτε, ὕλην ἐξέδόθη καὶ ἐκυκλοφόρησε τὸ 120ον τεῦχος τοῦ ἱστορικο-λαογραφικοῦ καὶ λογοτεχνικοῦ περιοδικοῦ τῶν Χανίων «Κρητικὴ Ἑστία μηνὸς Ἰουνίου ἐ. ἔ. Εἰς τὸ τεῦχος τοῦτο δημοσιεύονται συνεργασίαι τῶν κ. Ν. Β. Τωμαδάκη Καθηγητοῦ Πανεπιστημίου, Νικολ. Στρατάκη καὶ Ἀγγέλου Καλοκαιρινοῦ ποιητῶν καὶ λογοτεχνῶν, Νικ. Παπαδάκη στρατηγοῦ ἐ. ἀ., Χρ. Λουλίδου φιλολόγου καθηγητοῦ, Ἀγ. Βουρλάκη φιλολόγου βοηθοῦ Γυμνασιάρχου, Νικ. Πιμπλῆ τ. Ἐπιθεωρ. οὖ Δημοτ. Σχολείων Νομοῦ Χανίων, Μίνωος Κλαυδιανοῦ, Εὐγ. Πλατάκη Γυμνασιάρχου—Φυσικοῦ. Γιάννη Ἀνουσάκη, Ἰδομ. Παπαγρηγοράκη, Παντ. Βαβουλῆ, Δημοσθ. Ζαδὲ κ. ἄ. Τεύχη μεμονωμένα πρὸς δραχ. 6 ἕκαστον πωλοῦνται εἰς τὸ Περίπτερον ἐφημερίδων Κ. Σπετσάκη ἀγορὰ Χανίων καὶ εἰς τὰ βιβλιοπωλεῖα Λουκ. Ἀνδρεαδάκη, Χανίων, Δ. Ἀστρινάκη Ἡρακλείου καὶ Ι. Κολλάρου (Ἑστίας) ὁδὸς Σταδίου 38 Ἀθήνας.: [828, 438, 1000, 895]
- kastrino-title-left: Τὸ Καστρινὸ: [475, 69, 691, 110]
- kastrino-banner: [446, 40, 1187, 141]
- theater-film: «Τελευταῖες ἡμέρες τῆς Πομπηΐας».: [269, 147, 437, 173]
- kastro-name: 'ΚΑΣΤΡΟ,: [1268, 1739, 1468, 1787]
- poulianakis-name: ΒΑΣΙΛ. Ι. ΠΟΥΛΙΑΝΑΚΗΣ: [1283, 615, 1482, 632]
- ilektra-format: ("Σινεμασκὸπ"—Σινεμασκόπ): [147, 1266, 300, 1278]
- kronos-stars: Μὲ τοὺς: ΛΕΞ ΜΠΑΡΚΕΡ—ΑΝΝΑ ΜΑΡΙΑ ΦΕΡΕΡΟ—ΜΑΣΣΙΜΟ ΣΕΡΑΤΟ: [478, 1614, 747, 1640]
- theater-name: ΗΛΕΚΤΡΑ: [269, 71, 326, 83]
- theaters-title: Θεάματα: [269, 40, 437, 65]
- microbio-name: ΔΗΜ. ΕΛ. ΧΑΛΚΙΑΔΑΚΗ: [1003, 1070, 1178, 1086]
